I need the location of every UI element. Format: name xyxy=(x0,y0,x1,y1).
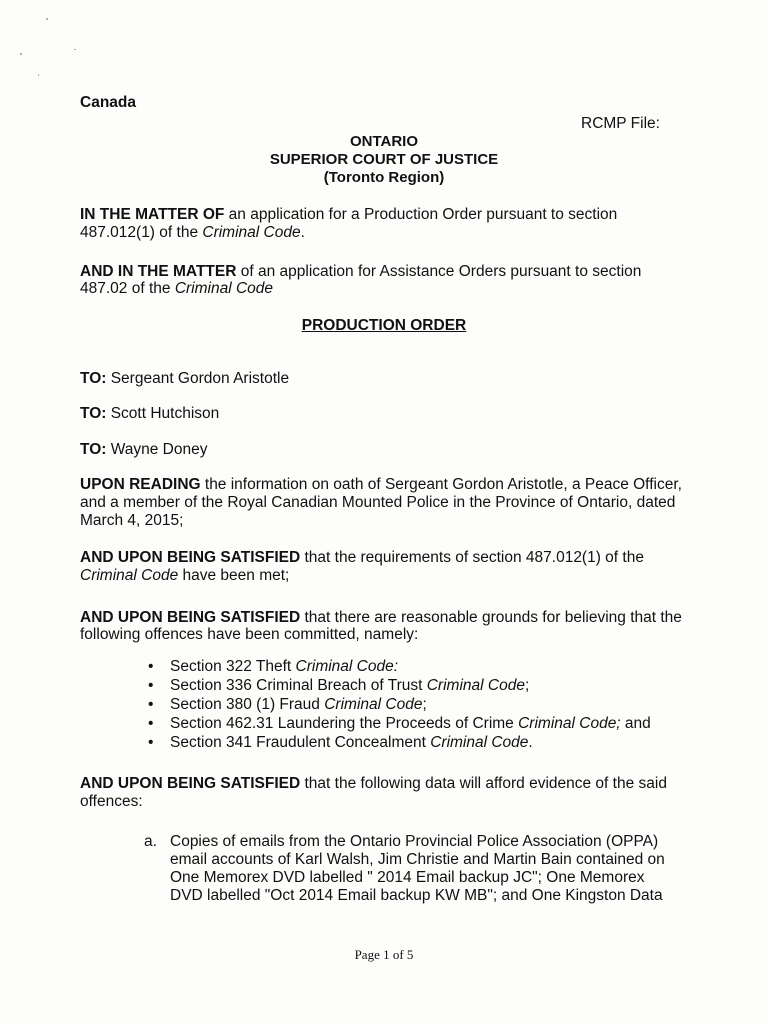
recipient-2: TO: Scott Hutchison xyxy=(80,405,220,422)
item-line-1: Copies of emails from the Ontario Provincial Police Association (OPPA) xyxy=(170,833,659,850)
item-line-4: DVD labelled "Oct 2014 Email backup KW MB"; and One Kingston Data xyxy=(170,887,663,904)
matter-1-line-1: IN THE MATTER OF an application for a Production Order pursuant to section xyxy=(80,206,618,223)
upon-reading-line-3: March 4, 2015; xyxy=(80,512,184,529)
list-item: • Section 336 Criminal Breach of Trust Criminal Code; xyxy=(148,676,651,695)
scan-speck xyxy=(38,74,39,76)
satisfied-3-line-1: AND UPON BEING SATISFIED that the following data will afford evidence of the said xyxy=(80,775,667,792)
satisfied-1-line-2: Criminal Code have been met; xyxy=(80,567,290,584)
recipient-3: TO: Wayne Doney xyxy=(80,441,208,458)
page-number: Page 1 of 5 xyxy=(354,947,414,962)
rcmp-file-label: RCMP File: xyxy=(581,115,660,132)
item-line-2: email accounts of Karl Walsh, Jim Christie and Martin Bain contained on xyxy=(170,851,665,868)
list-item: • Section 341 Fraudulent Concealment Criminal Code. xyxy=(148,733,651,752)
upon-reading-line-2: and a member of the Royal Canadian Mounted Police in the Province of Ontario, dated xyxy=(80,494,676,511)
satisfied-2-line-2: following offences have been committed, namely: xyxy=(80,626,419,643)
upon-reading-line-1: UPON READING the information on oath of Sergeant Gordon Aristotle, a Peace Officer, xyxy=(80,476,682,493)
order-title: PRODUCTION ORDER xyxy=(301,317,467,334)
court-province: ONTARIO xyxy=(349,133,419,150)
item-body xyxy=(170,833,665,905)
recipient-1: TO: Sergeant Gordon Aristotle xyxy=(80,370,290,387)
list-item: • Section 322 Theft Criminal Code: xyxy=(148,657,651,676)
matter-2-line-1: AND IN THE MATTER of an application for Assistance Orders pursuant to section xyxy=(80,263,642,280)
country-label: Canada xyxy=(80,94,136,111)
item-marker: a. xyxy=(144,833,157,850)
matter-2-line-2: 487.02 of the Criminal Code xyxy=(80,280,274,297)
satisfied-2-line-1: AND UPON BEING SATISFIED that there are reasonable grounds for believing that the xyxy=(80,609,682,626)
court-name: SUPERIOR COURT OF JUSTICE xyxy=(269,151,499,168)
scan-speck xyxy=(46,18,48,20)
satisfied-3-line-2: offences: xyxy=(80,793,143,810)
scan-speck xyxy=(74,49,76,50)
scan-speck xyxy=(20,53,22,55)
court-region: (Toronto Region) xyxy=(323,169,445,186)
matter-1-line-2: 487.012(1) of the Criminal Code. xyxy=(80,224,305,241)
satisfied-1-line-1: AND UPON BEING SATISFIED that the requirements of section 487.012(1) of the xyxy=(80,549,644,566)
list-item: • Section 380 (1) Fraud Criminal Code; xyxy=(148,695,651,714)
list-item: • Section 462.31 Laundering the Proceeds of Crime Criminal Code; and xyxy=(148,714,651,733)
offences-list xyxy=(148,657,651,752)
item-line-3: One Memorex DVD labelled " 2014 Email backup JC"; One Memorex xyxy=(170,869,645,886)
